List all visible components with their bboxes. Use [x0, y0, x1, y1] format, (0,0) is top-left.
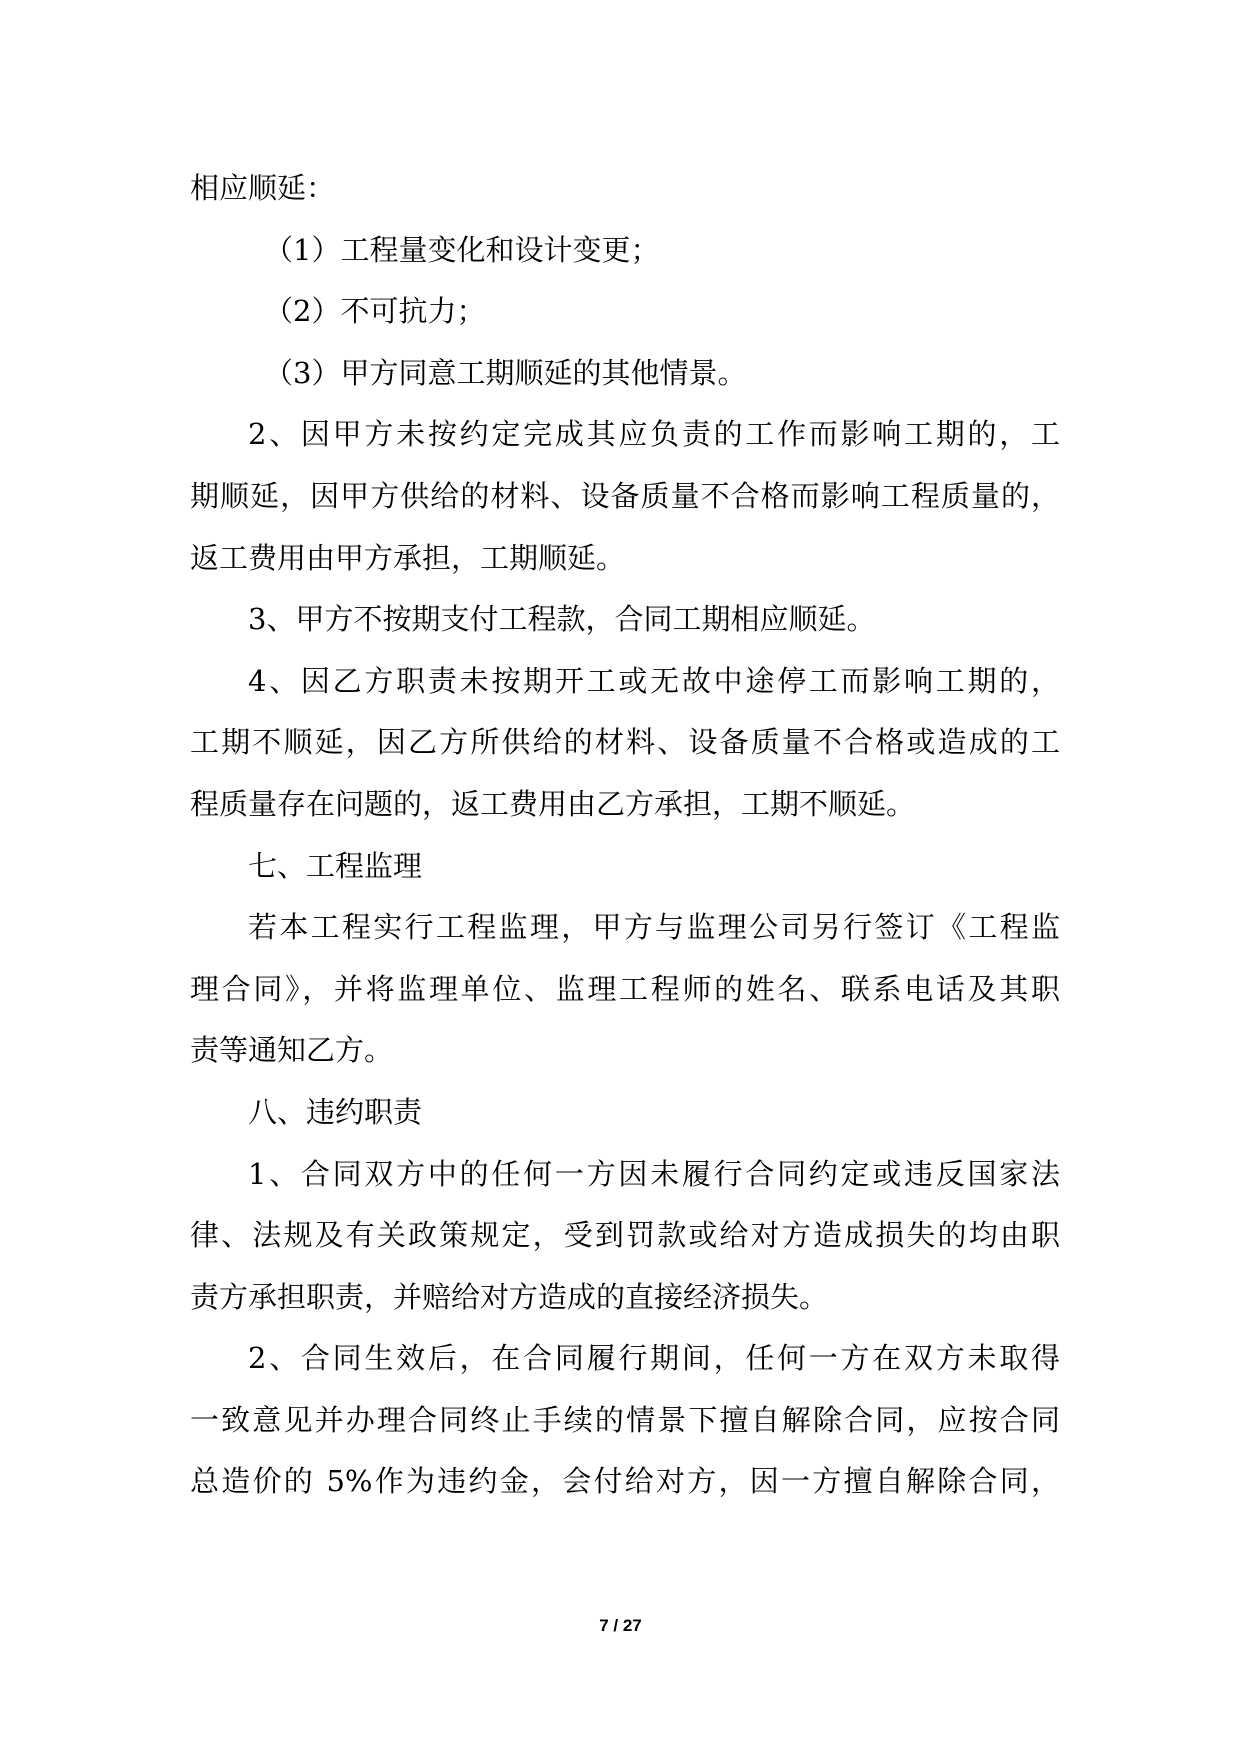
- text-line: （3）甲方同意工期顺延的其他情景。: [264, 355, 747, 390]
- text-line: 3、甲方不按期支付工程款，合同工期相应顺延。: [248, 602, 876, 637]
- page-number: 7 / 27: [599, 1616, 642, 1635]
- document-body: [190, 158, 1060, 1513]
- text-line: （2）不可抗力；: [264, 294, 486, 329]
- text-line: 相应顺延：: [190, 171, 336, 205]
- section-heading: 七、工程监理: [248, 848, 423, 883]
- text-line: 2、合同生效后，在合同履行期间，任何一方在双方未取得: [248, 1341, 1060, 1376]
- text-line: 工期不顺延，因乙方所供给的材料、设备质量不合格或造成的工: [190, 725, 1060, 760]
- text-line: 程质量存在问题的，返工费用由乙方承担，工期不顺延。: [190, 786, 916, 821]
- text-line: 若本工程实行工程监理，甲方与监理公司另行签订《工程监: [248, 910, 1060, 945]
- text-line: 1、合同双方中的任何一方因未履行合同约定或违反国家法: [248, 1156, 1060, 1191]
- section-heading: 八、违约职责: [248, 1094, 423, 1129]
- text-line: 返工费用由甲方承担，工期顺延。: [190, 540, 626, 575]
- text-line: 总造价的 5%作为违约金，会付给对方，因一方擅自解除合同，: [190, 1464, 1060, 1499]
- text-line: （1）工程量变化和设计变更；: [264, 232, 660, 267]
- text-line: 期顺延，因甲方供给的材料、设备质量不合格而影响工程质量的，: [190, 478, 1060, 513]
- text-line: 理合同》，并将监理单位、监理工程师的姓名、联系电话及其职: [190, 971, 1060, 1006]
- text-line: 一致意见并办理合同终止手续的情景下擅自解除合同，应按合同: [190, 1402, 1060, 1437]
- text-line: 4、因乙方职责未按期开工或无故中途停工而影响工期的，: [248, 663, 1060, 698]
- text-line: 责方承担职责，并赔给对方造成的直接经济损失。: [190, 1279, 829, 1314]
- text-line: 责等通知乙方。: [190, 1033, 394, 1068]
- text-line: 2、因甲方未按约定完成其应负责的工作而影响工期的，工: [248, 417, 1060, 452]
- text-line: 律、法规及有关政策规定，受到罚款或给对方造成损失的均由职: [190, 1218, 1060, 1253]
